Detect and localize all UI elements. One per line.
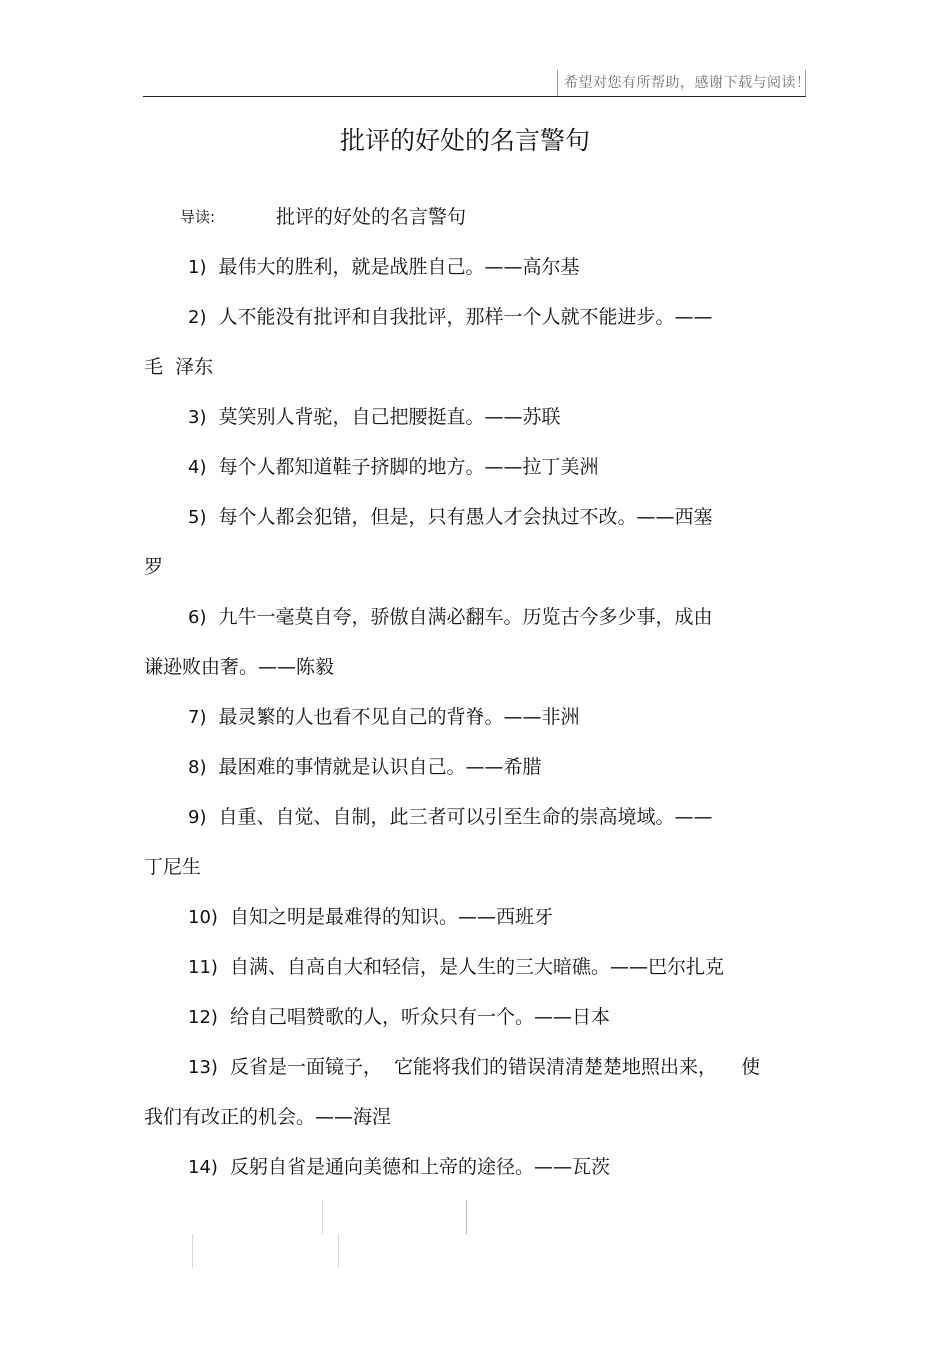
quote-number: 8)	[188, 757, 207, 778]
quote-number: 13)	[188, 1057, 218, 1078]
quote-number: 4)	[188, 457, 207, 478]
quote-number: 5)	[188, 507, 207, 528]
quote-line	[188, 399, 561, 435]
quote-number: 6)	[188, 607, 207, 628]
scan-artifact-line	[322, 1200, 323, 1234]
scan-artifact-line	[466, 1200, 467, 1234]
quote-line	[188, 699, 580, 735]
quote-continuation: 我们有改正的机会。——海涅	[144, 1106, 392, 1128]
quote-number: 10)	[188, 907, 218, 928]
quote-number: 1)	[188, 257, 207, 278]
scan-artifact-line	[338, 1234, 339, 1268]
intro-text: 批评的好处的名言警句	[276, 206, 467, 228]
header-note: 希望对您有所帮助，感谢下载与阅读！	[557, 70, 806, 96]
quote-text: 莫笑别人背驼，自己把腰挺直。——苏联	[218, 406, 561, 428]
quote-continuation: 丁尼生	[144, 856, 202, 878]
quote-number: 2)	[188, 307, 207, 328]
quote-line	[188, 799, 713, 835]
quote-number: 3)	[188, 407, 207, 428]
quote-text: 九牛一毫莫自夸，骄傲自满必翻车。历览古今多少事，成由	[218, 606, 713, 628]
quote-text: 自满、自高自大和轻信，是人生的三大暗礁。——巴尔扎克	[229, 956, 724, 978]
quote-continuation: 罗	[144, 556, 164, 578]
quote-line	[188, 1149, 610, 1185]
quote-number: 11)	[188, 957, 218, 978]
header-rule	[143, 96, 806, 97]
scan-artifact-line	[192, 1234, 193, 1268]
quote-line	[188, 999, 610, 1035]
quote-text: 自知之明是最难得的知识。——西班牙	[229, 906, 553, 928]
quote-line	[188, 749, 542, 785]
quote-line	[188, 949, 724, 985]
quote-line	[188, 1049, 760, 1085]
quote-text: 反躬自省是通向美德和上帝的途径。——瓦茨	[229, 1156, 610, 1178]
document-title: 批评的好处的名言警句	[339, 126, 590, 155]
quote-line	[188, 299, 713, 335]
quote-line	[188, 899, 553, 935]
quote-number: 9)	[188, 807, 207, 828]
quote-text: 给自己唱赞歌的人，听众只有一个。——日本	[229, 1006, 610, 1028]
quote-text: 人不能没有批评和自我批评，那样一个人就不能进步。——	[218, 306, 713, 328]
quote-text: 最困难的事情就是认识自己。——希腊	[218, 756, 542, 778]
quote-number: 12)	[188, 1007, 218, 1028]
quote-text: 自重、自觉、自制，此三者可以引至生命的崇高境域。——	[218, 806, 713, 828]
quote-continuation: 毛 泽东	[144, 356, 214, 378]
quote-number: 7)	[188, 707, 207, 728]
quote-text: 每个人都会犯错，但是，只有愚人才会执过不改。——西塞	[218, 506, 713, 528]
quote-number: 14)	[188, 1157, 218, 1178]
quote-text: 反省是一面镜子， 它能将我们的错误清清楚楚地照出来， 使	[229, 1056, 761, 1078]
quote-line	[188, 449, 599, 485]
quote-text: 最伟大的胜利，就是战胜自己。——高尔基	[218, 256, 580, 278]
quote-line	[188, 599, 713, 635]
intro-label: 导读:	[180, 208, 216, 226]
quote-continuation: 谦逊败由奢。——陈毅	[144, 656, 335, 678]
quote-text: 最灵繁的人也看不见自己的背脊。——非洲	[218, 706, 580, 728]
quote-line	[188, 499, 713, 535]
quote-text: 每个人都知道鞋子挤脚的地方。——拉丁美洲	[218, 456, 599, 478]
quote-line	[188, 249, 580, 285]
